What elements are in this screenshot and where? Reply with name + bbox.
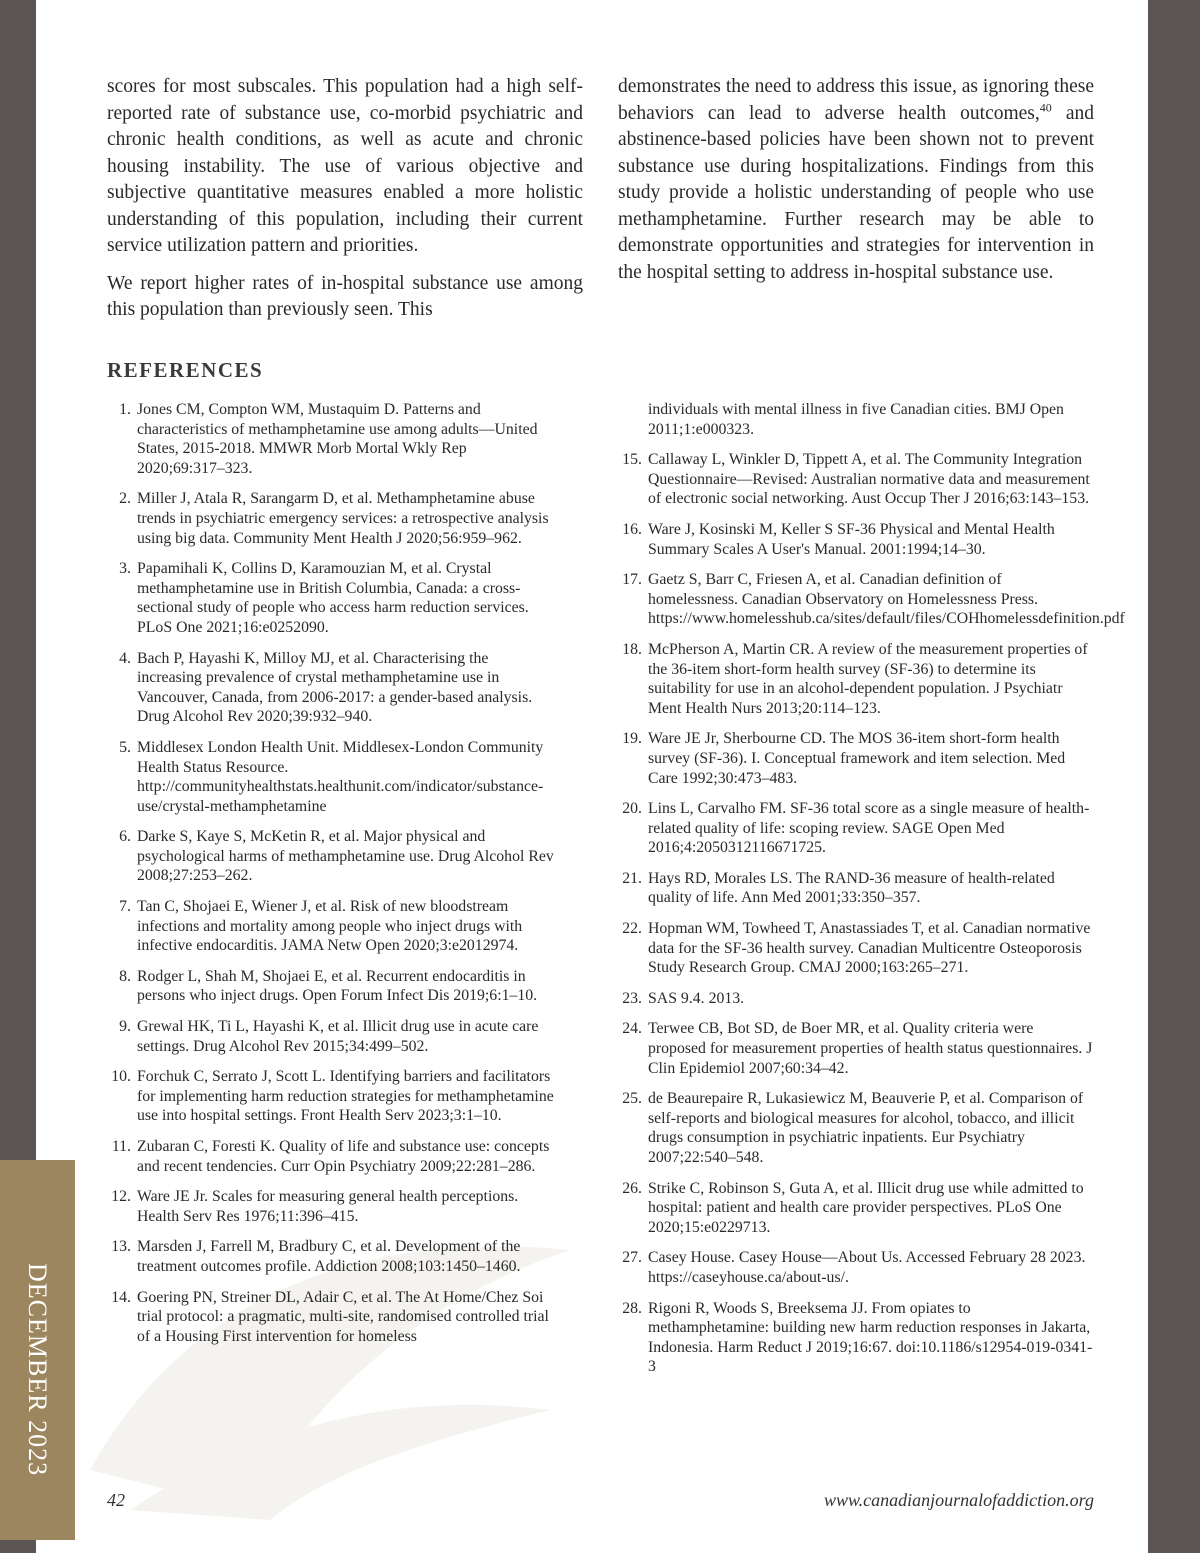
reference-text: Terwee CB, Bot SD, de Boer MR, et al. Quality criteria were proposed for measurement properties of health status questionnaires. J Clin Epidemiol 2007;60:34–42. [648,1020,1093,1077]
reference-item [618,869,1094,908]
reference-text: Miller J, Atala R, Sarangarm D, et al. Methamphetamine abuse trends in psychiatric emergency services: a retrospective analysis using big data. Community Ment Health J 2020;56:959–962. [137,490,549,547]
reference-item [618,1179,1094,1238]
reference-number: 7. [119,898,131,916]
reference-number: 9. [119,1018,131,1036]
page-number: 42 [107,1490,125,1510]
reference-item [618,450,1094,509]
reference-item [107,738,557,816]
reference-number: 27. [622,1249,642,1267]
reference-item [618,989,1094,1009]
reference-number: 3. [119,560,131,578]
reference-text: Ware J, Kosinski M, Keller S SF-36 Physical and Mental Health Summary Scales A User's Manual. 2001:1994;14–30. [648,520,1055,558]
reference-item [107,489,557,548]
reference-item [107,1137,557,1176]
reference-text: Jones CM, Compton WM, Mustaquim D. Patterns and characteristics of methamphetamine use among adults—United States, 2015-2018. MMWR Morb Mortal Wkly Rep 2020;69:317–323. [137,401,538,477]
reference-item [618,570,1125,629]
reference-text: Hays RD, Morales LS. The RAND-36 measure of health-related quality of life. Ann Med 2001;33:350–357. [648,869,1055,907]
reference-item [618,1019,1094,1078]
reference-text: Casey House. Casey House—About Us. Accessed February 28 2023. https://caseyhouse.ca/about-us/. [648,1249,1086,1286]
reference-text: Forchuk C, Serrato J, Scott L. Identifying barriers and facilitators for implementing harm reduction strategies for methamphetamine use into hospital settings. Front Health Serv 2023;3:1–10. [137,1068,554,1125]
reference-item [107,559,557,637]
reference-number: 6. [119,828,131,846]
reference-number: 18. [622,640,642,658]
reference-item [107,400,557,478]
references-list-right [618,400,1125,1388]
reference-item [107,1288,557,1347]
reference-text: Strike C, Robinson S, Guta A, et al. Illicit drug use while admitted to hospital: patient and health care provider perspectives. PLoS One 2020;15:e0229713. [648,1179,1084,1236]
body-text: and abstinence-based policies have been shown not to prevent substance use during hospitalizations. Findings from this study provide a holistic understanding of people who use methamphetamine. Further research may be able to demonstrate opportunities and strategies for intervention in the hospital setting to address in-hospital substance use. [618,102,1094,283]
reference-text: Ware JE Jr, Sherbourne CD. The MOS 36-item short-form health survey (SF-36). I. Conceptual framework and item selection. Med Care 1992;30:473–483. [648,730,1066,787]
reference-text: Marsden J, Farrell M, Bradbury C, et al. Development of the treatment outcomes profile. Addiction 2008;103:1450–1460. [137,1238,521,1275]
reference-number: 19. [622,730,642,748]
reference-item [107,967,557,1006]
reference-text: McPherson A, Martin CR. A review of the measurement properties of the 36-item short-form health survey (SF-36) to determine its suitability for use in an alcohol-dependent population. J Psychiatr Ment Health Nurs 2013;20:114–123. [648,640,1088,717]
reference-number: 22. [622,920,642,938]
reference-text: Grewal HK, Ti L, Hayashi K, et al. Illicit drug use in acute care settings. Drug Alcohol Rev 2015;34:499–502. [137,1018,539,1055]
reference-text: Goering PN, Streiner DL, Adair C, et al. The At Home/Chez Soi trial protocol: a pragmatic, multi-site, randomised controlled trial of a Housing First intervention for homeless [137,1288,549,1345]
reference-number: 4. [119,649,131,667]
reference-number: 25. [622,1090,642,1108]
reference-text: Bach P, Hayashi K, Milloy MJ, et al. Characterising the increasing prevalence of crystal methamphetamine use in Vancouver, Canada, from 2006-2017: a gender-based analysis. Drug Alcohol Rev 2020;39:932–940. [137,649,533,726]
reference-item [618,1248,1094,1287]
reference-text: Hopman WM, Towheed T, Anastassiades T, et al. Canadian normative data for the SF-36 health survey. Canadian Multicentre Osteoporosis Study Research Group. CMAJ 2000;163:265–271. [648,920,1091,977]
body-paragraph [618,74,1094,286]
reference-item [618,1299,1094,1377]
reference-number: 17. [622,571,642,589]
reference-number: 24. [622,1020,642,1038]
reference-text: Rigoni R, Woods S, Breeksema JJ. From opiates to methamphetamine: building new harm reduction responses in Jakarta, Indonesia. Harm Reduct J 2019;16:67. doi:10.1186/s12954-019-0341-3 [648,1299,1093,1376]
reference-item [618,729,1094,788]
reference-number: 14. [111,1288,131,1306]
body-text: demonstrates the need to address this issue, as ignoring these behaviors can lead to adverse health outcomes, [618,76,1094,124]
reference-continuation: individuals with mental illness in five Canadian cities. BMJ Open 2011;1:e000323. [648,401,1064,438]
reference-item [107,1067,557,1126]
reference-number: 13. [111,1238,131,1256]
reference-item [107,827,557,886]
issue-date-label: DECEMBER 2023 [23,1263,52,1477]
reference-item [618,1089,1094,1167]
reference-text: Rodger L, Shah M, Shojaei E, et al. Recurrent endocarditis in persons who inject drugs. Open Forum Infect Dis 2019;6:1–10. [137,967,538,1005]
reference-item [618,520,1094,559]
reference-text: Zubaran C, Foresti K. Quality of life and substance use: concepts and recent tendencies. Curr Opin Psychiatry 2009;22:281–286. [137,1138,550,1175]
reference-number: 20. [622,800,642,818]
body-paragraph: scores for most subscales. This population had a high self-reported rate of substance use, co-morbid psychiatric and chronic health conditions, as well as acute and chronic housing instability. The use of various objective and subjective quantitative measures enabled a more holistic understanding of this population, including their current service utilization pattern and priorities. [107,76,583,256]
reference-number: 15. [622,451,642,469]
reference-text: Lins L, Carvalho FM. SF-36 total score as a single measure of health-related quality of life: scoping review. SAGE Open Med 2016;4:2050312116671725. [648,800,1090,857]
reference-number: 10. [111,1068,131,1086]
reference-number: 26. [622,1179,642,1197]
reference-item [618,919,1094,978]
reference-number: 8. [119,967,131,985]
citation-superscript: 40 [1039,100,1052,114]
reference-text: SAS 9.4. 2013. [648,989,745,1007]
reference-number: 23. [622,989,642,1007]
references-heading: REFERENCES [107,358,264,382]
reference-item [107,1237,557,1276]
reference-number: 16. [622,520,642,538]
reference-text: Callaway L, Winkler D, Tippett A, et al. The Community Integration Questionnaire—Revised: Australian normative data and measurement of electronic social networking. Aust Occup Ther J 2016;63:143–153. [648,451,1090,508]
reference-number: 28. [622,1299,642,1317]
reference-item [618,640,1094,718]
reference-item [107,1017,557,1056]
body-column-right [618,74,1094,297]
reference-number: 12. [111,1188,131,1206]
reference-text: Ware JE Jr. Scales for measuring general health perceptions. Health Serv Res 1976;11:396–415. [137,1188,519,1225]
reference-text: de Beaurepaire R, Lukasiewicz M, Beauverie P, et al. Comparison of self-reports and biological measures for alcohol, tobacco, and illicit drugs consumption in psychiatric inpatients. Eur Psychiatry 2007;22:540–548. [648,1090,1084,1166]
reference-text: Gaetz S, Barr C, Friesen A, et al. Canadian definition of homelessness. Canadian Observatory on Homelessness Press. https://www.homelesshub.ca/sites/default/files/COHhomelessdefinition.pdf [648,571,1125,628]
reference-text: Middlesex London Health Unit. Middlesex-London Community Health Status Resource. http://communityhealthstats.healthunit.com/indicator/substance-use/crystal-methamphetamine [137,738,544,815]
reference-number: 1. [119,401,131,418]
reference-text: Tan C, Shojaei E, Wiener J, et al. Risk of new bloodstream infections and mortality among people who inject drugs with infective endocarditis. JAMA Netw Open 2020;3:e2012974. [137,898,523,955]
reference-text: Darke S, Kaye S, McKetin R, et al. Major physical and psychological harms of methamphetamine use. Drug Alcohol Rev 2008;27:253–262. [137,828,554,885]
reference-number: 5. [119,738,131,756]
references-list-left [107,400,557,1357]
body-column-left [107,74,583,335]
reference-item [107,897,557,956]
journal-url: www.canadianjournalofaddiction.org [823,1490,1094,1510]
reference-item [618,799,1094,858]
right-margin-bar [1148,0,1200,1553]
reference-number: 21. [622,869,642,887]
reference-text: Papamihali K, Collins D, Karamouzian M, et al. Crystal methamphetamine use in British Columbia, Canada: a cross-sectional study of people who access harm reduction services. PLoS One 2021;16:e0252090. [137,560,529,636]
reference-number: 2. [119,490,131,508]
body-paragraph: We report higher rates of in-hospital substance use among this population than previously seen. This [107,272,583,320]
reference-item [107,1187,557,1226]
reference-item [107,649,557,727]
reference-number: 11. [111,1138,131,1155]
